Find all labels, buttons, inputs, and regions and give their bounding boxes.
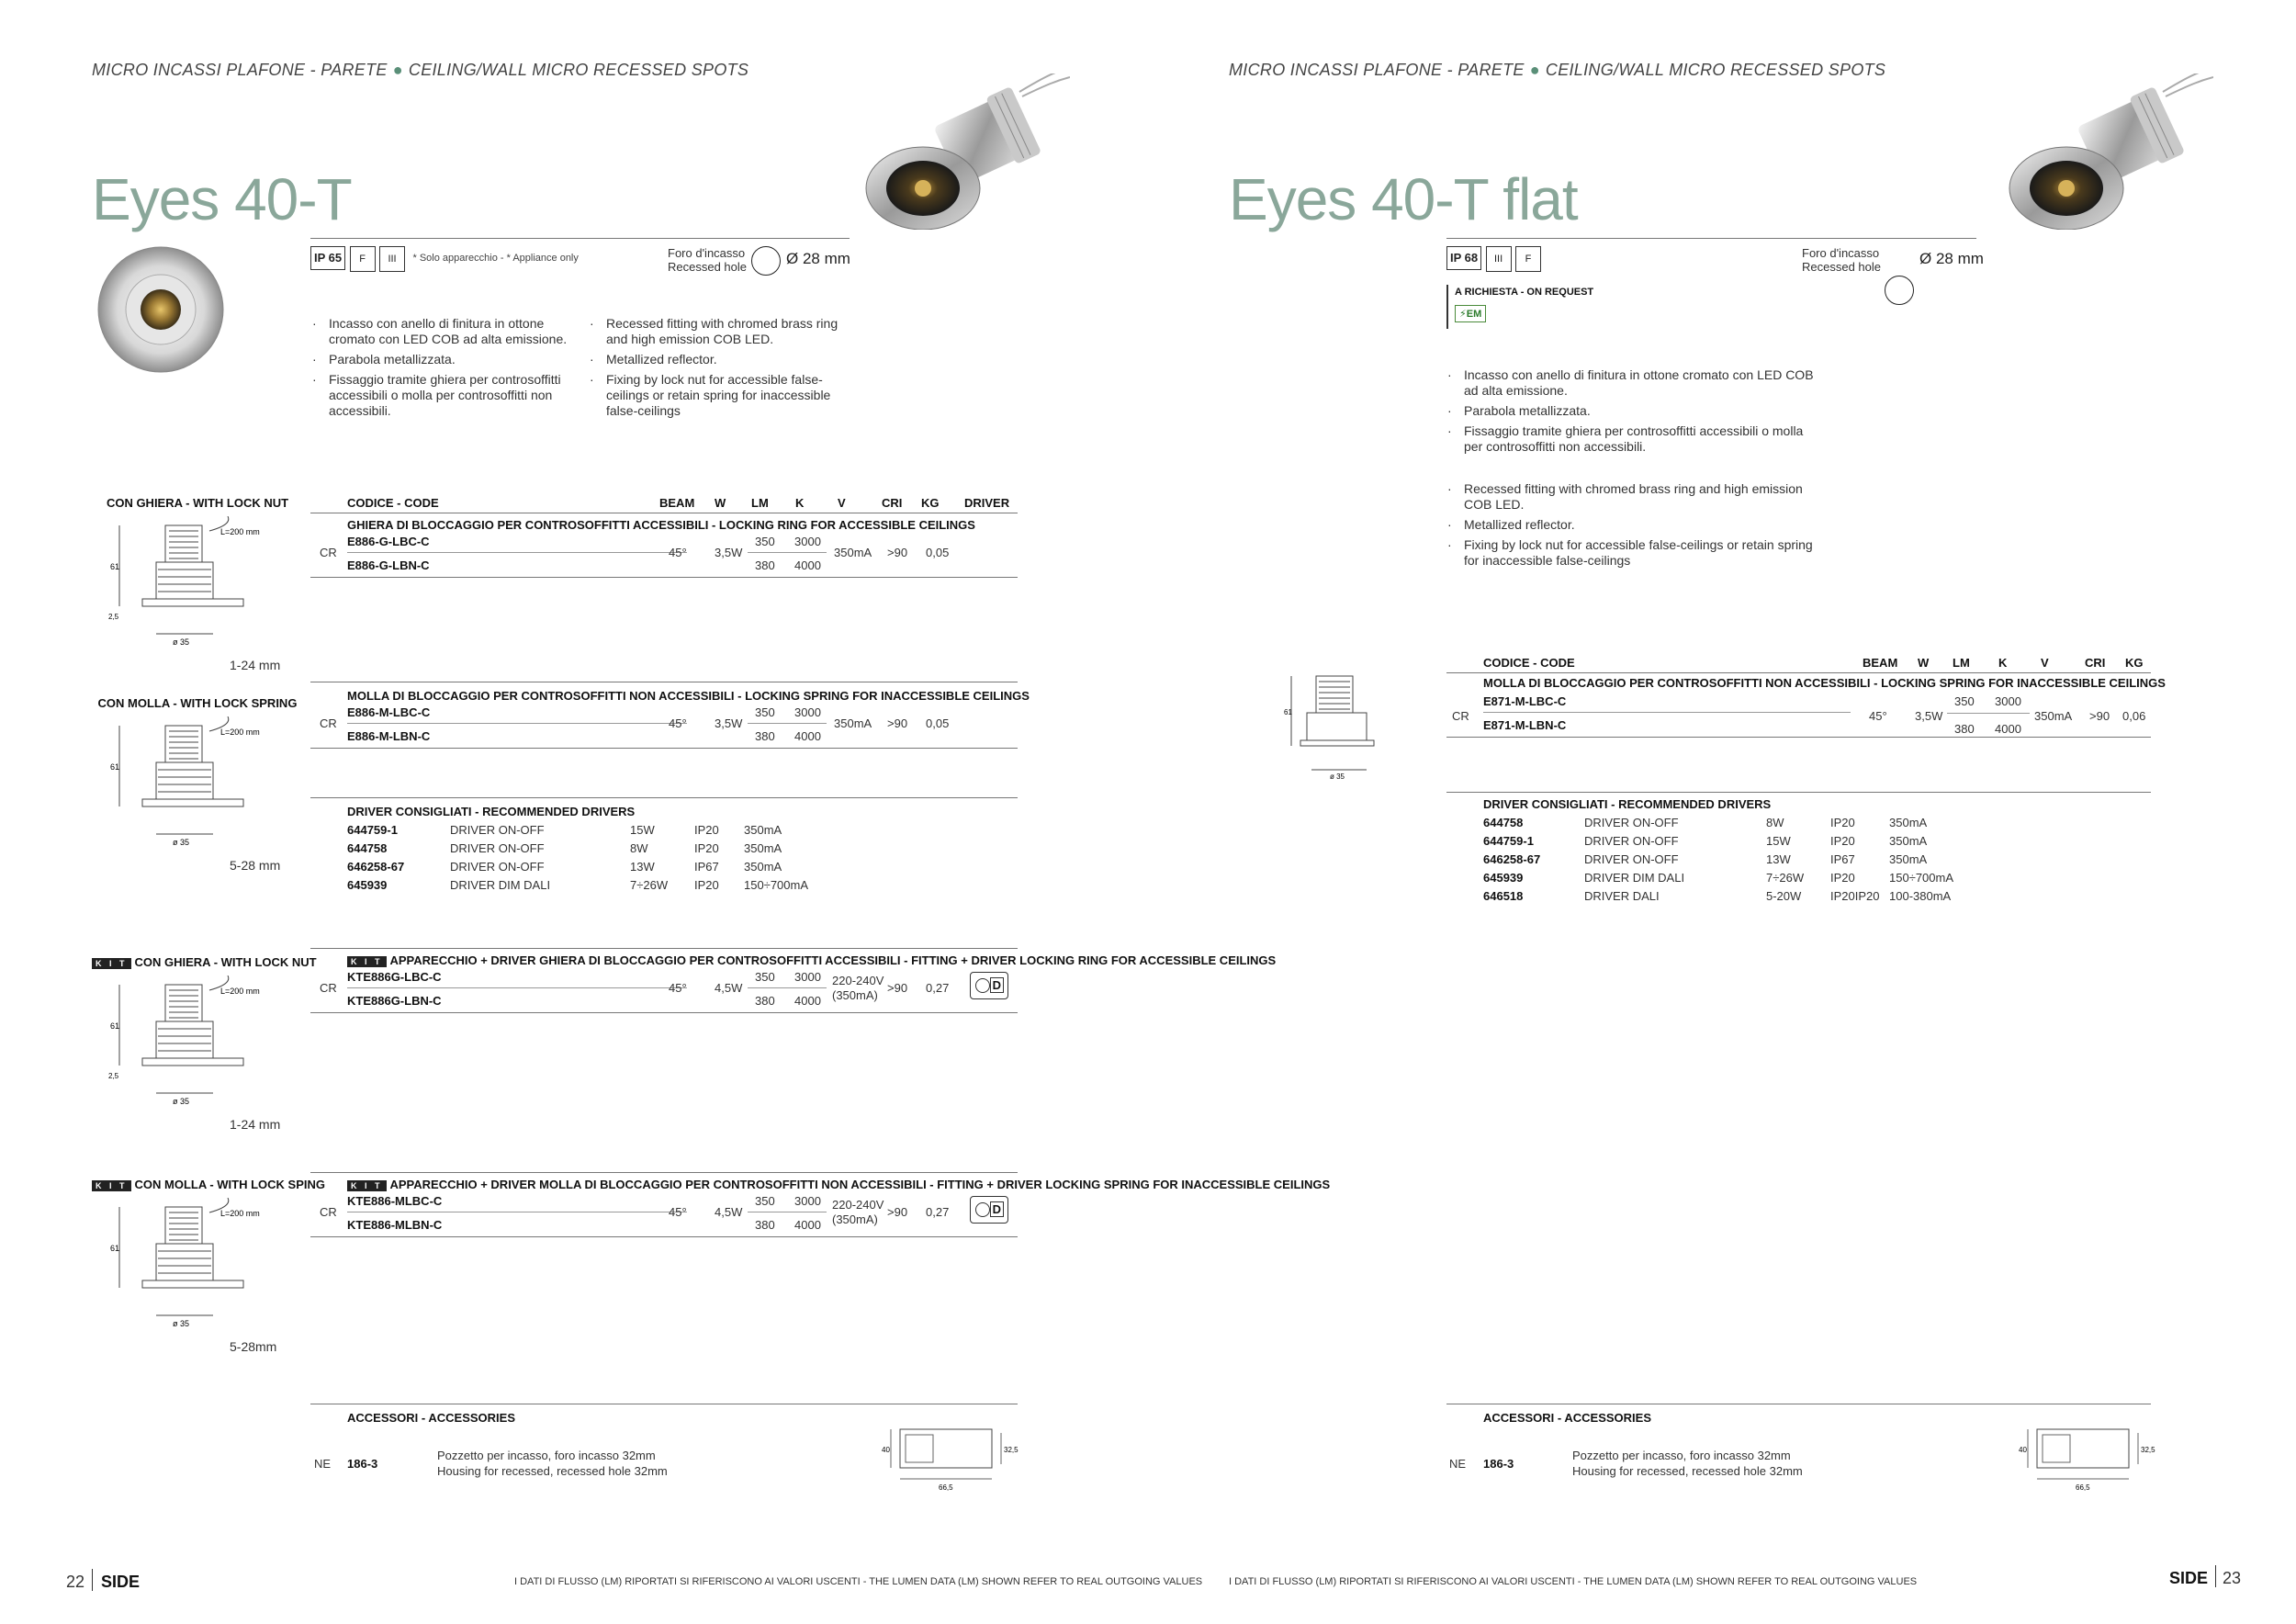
side-logo: SIDE (2169, 1569, 2209, 1587)
side-logo: SIDE (101, 1573, 141, 1591)
acc-drawing (872, 1422, 1019, 1495)
ip-badge: IP 68 (1446, 246, 1481, 270)
product-front-photo (92, 241, 230, 378)
finish: CR (1452, 709, 1469, 723)
svg-text:ø 35: ø 35 (1330, 773, 1345, 781)
driver-code: 646258-67 (347, 860, 405, 874)
cri: >90 (2089, 709, 2110, 723)
code: E871-M-LBN-C (1483, 718, 1567, 732)
driver-code: 644758 (347, 841, 388, 855)
hole-value: Ø 28 mm (786, 250, 850, 267)
finish: CR (320, 716, 337, 730)
driver-watt: 8W (1766, 816, 1784, 829)
group-title (347, 1178, 1330, 1191)
group-title-text: APPARECCHIO + DRIVER MOLLA DI BLOCCAGGIO PER CONTROSOFFITTI NON ACCESSIBILI - FITTING + DRIVER LOCKING SPRING FOR INACCESSIBLE CEILINGS (389, 1178, 1331, 1191)
thickness-dim: 2,5 (108, 1072, 119, 1080)
lumen: 350 (755, 535, 775, 548)
driver-watt: 15W (630, 823, 655, 837)
lumen: 380 (755, 994, 775, 1008)
code: E871-M-LBC-C (1483, 694, 1567, 708)
hole-icon (751, 246, 781, 276)
code: KTE886-MLBN-C (347, 1218, 443, 1232)
driver-watt: 8W (630, 841, 648, 855)
beam: 45° (669, 546, 687, 559)
code: E886-G-LBN-C (347, 558, 430, 572)
driver-output: 350mA (1889, 816, 1928, 829)
right-header: MICRO INCASSI PLAFONE - PARETE ● CEILING/WALL MICRO RECESSED SPOTS (1229, 61, 1886, 79)
driver-ip: IP20 (1830, 871, 1855, 885)
beam: 45° (669, 716, 687, 730)
finish: CR (320, 981, 337, 995)
code: KTE886G-LBC-C (347, 970, 442, 984)
acc-desc: Pozzetto per incasso, foro incasso 32mm Housing for recessed, recessed hole 32mm (437, 1449, 668, 1478)
class-iii-icon: III (379, 246, 405, 272)
on-request: A RICHIESTA - ON REQUEST (1455, 287, 1594, 298)
svg-text:40: 40 (882, 1446, 890, 1454)
driver-icon (970, 972, 1008, 999)
driver-ip: IP20IP20 (1830, 889, 1880, 903)
voltage: 350mA (834, 716, 872, 730)
kelvin: 3000 (1995, 694, 2021, 708)
ip-badge: IP 65 (310, 246, 345, 270)
row-line (1483, 712, 1851, 713)
kelvin: 3000 (794, 535, 821, 548)
f-mark-icon: F (350, 246, 376, 272)
voltage: 220-240V (832, 1198, 884, 1212)
svg-text:66,5: 66,5 (939, 1483, 953, 1492)
diameter-dim: ø 35 (173, 637, 190, 647)
hole-icon (1885, 276, 1914, 305)
group-title (347, 953, 1276, 967)
height-dim: 61 (110, 762, 120, 772)
left-title: Eyes 40-T (92, 166, 352, 232)
cri: >90 (887, 1205, 908, 1219)
driver-type: DRIVER ON-OFF (450, 860, 545, 874)
kit-badge: K I T (92, 958, 131, 969)
drawing-label-text: CON MOLLA - WITH LOCK SPING (134, 1178, 325, 1191)
cri: >90 (887, 716, 908, 730)
group-title-text: GHIERA DI BLOCCAGGIO PER CONTROSOFFITTI ACCESSIBILI - LOCKING RING FOR ACCESSIBLE CEILINGS (347, 518, 975, 532)
voltage: 220-240V (832, 974, 884, 987)
driver-icon (970, 1196, 1008, 1224)
drawing-label (92, 1178, 325, 1191)
class-iii-icon: III (1486, 246, 1512, 272)
driver-code: 645939 (1483, 871, 1524, 885)
driver-output: 350mA (744, 823, 782, 837)
lumen: 350 (1954, 694, 1975, 708)
kelvin: 3000 (794, 970, 821, 984)
kit-badge: K I T (347, 956, 387, 967)
height-dim: 61 (110, 562, 120, 571)
kelvin: 3000 (794, 1194, 821, 1208)
driver-code: 645939 (347, 878, 388, 892)
driver-code: 644758 (1483, 816, 1524, 829)
acc-title: ACCESSORI - ACCESSORIES (347, 1411, 515, 1425)
drawing-label-text: CON GHIERA - WITH LOCK NUT (134, 955, 317, 969)
bullets-en: · Recessed fitting with chromed brass ring and high emission COB LED. · Metallized reflector. · Fixing by lock nut for accessible false-ceilings or retain spring for inaccessible false-ceilings (1464, 481, 1822, 573)
driver-letter: D (990, 977, 1004, 993)
lumen: 380 (755, 558, 775, 572)
drawing-label-text: CON GHIERA - WITH LOCK NUT (106, 496, 289, 510)
height-dim: 61 (110, 1244, 120, 1253)
driver-type: DRIVER ON-OFF (1584, 852, 1679, 866)
driver-ip: IP20 (1830, 834, 1855, 848)
driver-ip: IP20 (694, 841, 719, 855)
voltage: 350mA (834, 546, 872, 559)
cable-length: L=200 mm (220, 1209, 260, 1218)
acc-code: 186-3 (347, 1457, 378, 1471)
driver-output: 350mA (1889, 834, 1928, 848)
row-line (748, 723, 827, 724)
watt: 3,5W (715, 716, 743, 730)
code: E886-G-LBC-C (347, 535, 430, 548)
drivers-title: DRIVER CONSIGLIATI - RECOMMENDED DRIVERS (1483, 797, 1772, 811)
row-line (347, 723, 687, 724)
finish: CR (320, 546, 337, 559)
footer-note: I DATI DI FLUSSO (LM) RIPORTATI SI RIFERISCONO AI VALORI USCENTI - THE LUMEN DATA (LM) SHOWN REFER TO REAL OUTGOING VALUES (514, 1576, 1203, 1587)
driver-code: 644759-1 (1483, 834, 1534, 848)
cert-row (1446, 246, 1541, 272)
watt: 4,5W (715, 981, 743, 995)
diameter-dim: ø 35 (173, 1319, 190, 1328)
beam: 45° (1869, 709, 1887, 723)
hole-label: Foro d'incasso Recessed hole (668, 246, 747, 274)
beam: 45° (669, 1205, 687, 1219)
voltage-current: (350mA) (832, 1212, 878, 1226)
driver-code: 646258-67 (1483, 852, 1541, 866)
hole-value: Ø 28 mm (1919, 250, 1984, 267)
weight: 0,05 (926, 716, 950, 730)
drawing-label (92, 696, 303, 710)
acc-desc: Pozzetto per incasso, foro incasso 32mm Housing for recessed, recessed hole 32mm (1572, 1449, 1803, 1478)
driver-watt: 7÷26W (1766, 871, 1805, 885)
kelvin: 4000 (794, 994, 821, 1008)
driver-output: 150÷700mA (744, 878, 809, 892)
diameter-dim: ø 35 (173, 1097, 190, 1106)
bullets-en: · Recessed fitting with chromed brass ring and high emission COB LED. · Metallized reflector. · Fixing by lock nut for accessible false-ceilings or retain spring for inaccessible false-ceilings (606, 316, 845, 423)
appliance-note: * Solo apparecchio - * Appliance only (412, 253, 579, 264)
drivers-title: DRIVER CONSIGLIATI - RECOMMENDED DRIVERS (347, 805, 636, 818)
driver-ip: IP67 (1830, 852, 1855, 866)
lumen: 380 (755, 1218, 775, 1232)
cri: >90 (887, 546, 908, 559)
driver-type: DRIVER ON-OFF (450, 823, 545, 837)
driver-type: DRIVER ON-OFF (1584, 816, 1679, 829)
beam: 45° (669, 981, 687, 995)
page-number: 23 (2223, 1569, 2242, 1587)
code: KTE886G-LBN-C (347, 994, 442, 1008)
product-photo (2002, 73, 2213, 230)
svg-text:32,5: 32,5 (1004, 1446, 1019, 1454)
code: KTE886-MLBC-C (347, 1194, 443, 1208)
height-dim: 61 (110, 1021, 120, 1031)
driver-type: DRIVER DIM DALI (450, 878, 551, 892)
drawing-label-text: CON MOLLA - WITH LOCK SPRING (97, 696, 298, 710)
watt: 4,5W (715, 1205, 743, 1219)
bullets-it: · Incasso con anello di finitura in ottone cromato con LED COB ad alta emissione. · Parabola metallizzata. · Fissaggio tramite ghiera per controsoffitti accessibili o molla per controsoffitti non accessibili. (329, 316, 577, 423)
lumen: 350 (755, 970, 775, 984)
driver-code: 644759-1 (347, 823, 398, 837)
driver-type: DRIVER ON-OFF (1584, 834, 1679, 848)
acc-drawing (2009, 1422, 2156, 1495)
cable-length: L=200 mm (220, 987, 260, 996)
driver-letter: D (990, 1201, 1004, 1217)
driver-ip: IP20 (1830, 816, 1855, 829)
kelvin: 3000 (794, 705, 821, 719)
cri: >90 (887, 981, 908, 995)
driver-watt: 13W (1766, 852, 1791, 866)
drawing-label (92, 955, 317, 969)
watt: 3,5W (715, 546, 743, 559)
row-line (1947, 713, 2030, 714)
lumen: 350 (755, 705, 775, 719)
cable-length: L=200 mm (220, 727, 260, 737)
em-icon: ⚡EM (1455, 305, 1486, 322)
driver-output: 100-380mA (1889, 889, 1952, 903)
driver-watt: 7÷26W (630, 878, 669, 892)
driver-watt: 13W (630, 860, 655, 874)
driver-type: DRIVER ON-OFF (450, 841, 545, 855)
svg-text:61: 61 (1284, 708, 1292, 716)
left-header: MICRO INCASSI PLAFONE - PARETE ● CEILING/WALL MICRO RECESSED SPOTS (92, 61, 749, 79)
ceiling-range: 1-24 mm (230, 1117, 281, 1132)
ceiling-range: 5-28 mm (230, 858, 281, 873)
kit-badge: K I T (347, 1180, 387, 1191)
weight: 0,27 (926, 1205, 950, 1219)
diameter-dim: ø 35 (173, 838, 190, 847)
hole-label: Foro d'incasso Recessed hole (1802, 246, 1881, 274)
driver-watt: 5-20W (1766, 889, 1802, 903)
group-title-text: MOLLA DI BLOCCAGGIO PER CONTROSOFFITTI NON ACCESSIBILI - LOCKING SPRING FOR INACCESSIBLE CEILINGS (347, 689, 1030, 703)
voltage-current: (350mA) (832, 988, 878, 1002)
group-title (347, 689, 1030, 703)
row-line (347, 552, 687, 553)
voltage: 350mA (2034, 709, 2073, 723)
driver-output: 150÷700mA (1889, 871, 1954, 885)
svg-text:66,5: 66,5 (2076, 1483, 2090, 1492)
weight: 0,27 (926, 981, 950, 995)
f-mark-icon: F (1515, 246, 1541, 272)
kit-badge: K I T (92, 1180, 131, 1191)
group-title (347, 518, 975, 532)
footer-note: I DATI DI FLUSSO (LM) RIPORTATI SI RIFERISCONO AI VALORI USCENTI - THE LUMEN DATA (LM) SHOWN REFER TO REAL OUTGOING VALUES (1229, 1576, 1918, 1587)
driver-type: DRIVER DIM DALI (1584, 871, 1685, 885)
drawing-label (92, 496, 303, 510)
watt: 3,5W (1915, 709, 1943, 723)
driver-output: 350mA (1889, 852, 1928, 866)
driver-ip: IP67 (694, 860, 719, 874)
row-line (748, 552, 827, 553)
driver-ip: IP20 (694, 878, 719, 892)
driver-output: 350mA (744, 841, 782, 855)
driver-code: 646518 (1483, 889, 1524, 903)
driver-circle (975, 978, 990, 993)
lumen: 380 (755, 729, 775, 743)
weight: 0,05 (926, 546, 950, 559)
lumen: 350 (755, 1194, 775, 1208)
kelvin: 4000 (794, 558, 821, 572)
divider (310, 238, 850, 239)
product-photo (859, 73, 1070, 230)
acc-title: ACCESSORI - ACCESSORIES (1483, 1411, 1651, 1425)
code: E886-M-LBC-C (347, 705, 431, 719)
finish: CR (320, 1205, 337, 1219)
cable-length: L=200 mm (220, 527, 260, 536)
svg-text:32,5: 32,5 (2141, 1446, 2155, 1454)
right-title: Eyes 40-T flat (1229, 166, 1578, 232)
group-title-text: APPARECCHIO + DRIVER GHIERA DI BLOCCAGGIO PER CONTROSOFFITTI ACCESSIBILI - FITTING + DRIVER LOCKING RING FOR ACCESSIBLE CEILINGS (389, 953, 1277, 967)
driver-output: 350mA (744, 860, 782, 874)
cert-row (310, 246, 579, 272)
driver-type: DRIVER DALI (1584, 889, 1660, 903)
weight: 0,06 (2122, 709, 2146, 723)
acc-code: 186-3 (1483, 1457, 1514, 1471)
kelvin: 4000 (794, 1218, 821, 1232)
right-drawing (1284, 669, 1403, 788)
thickness-dim: 2,5 (108, 613, 119, 621)
ceiling-range: 5-28mm (230, 1339, 277, 1354)
kelvin: 4000 (794, 729, 821, 743)
code: E886-M-LBN-C (347, 729, 431, 743)
row-line (347, 987, 687, 988)
page-number: 22 (66, 1573, 85, 1591)
row-line (748, 987, 827, 988)
lumen: 380 (1954, 722, 1975, 736)
acc-finish: NE (1449, 1457, 1467, 1471)
acc-finish: NE (314, 1457, 332, 1471)
svg-text:40: 40 (2019, 1446, 2027, 1454)
kelvin: 4000 (1995, 722, 2021, 736)
ceiling-range: 1-24 mm (230, 658, 281, 672)
bullets-it: · Incasso con anello di finitura in ottone cromato con LED COB ad alta emissione. · Parabola metallizzata. · Fissaggio tramite ghiera per controsoffitti accessibili o molla per controsoffitti non accessibili. (1464, 367, 1822, 459)
group-title: MOLLA DI BLOCCAGGIO PER CONTROSOFFITTI NON ACCESSIBILI - LOCKING SPRING FOR INACCESSIBLE CEILINGS (1483, 676, 2166, 690)
driver-watt: 15W (1766, 834, 1791, 848)
driver-circle (975, 1202, 990, 1217)
driver-ip: IP20 (694, 823, 719, 837)
